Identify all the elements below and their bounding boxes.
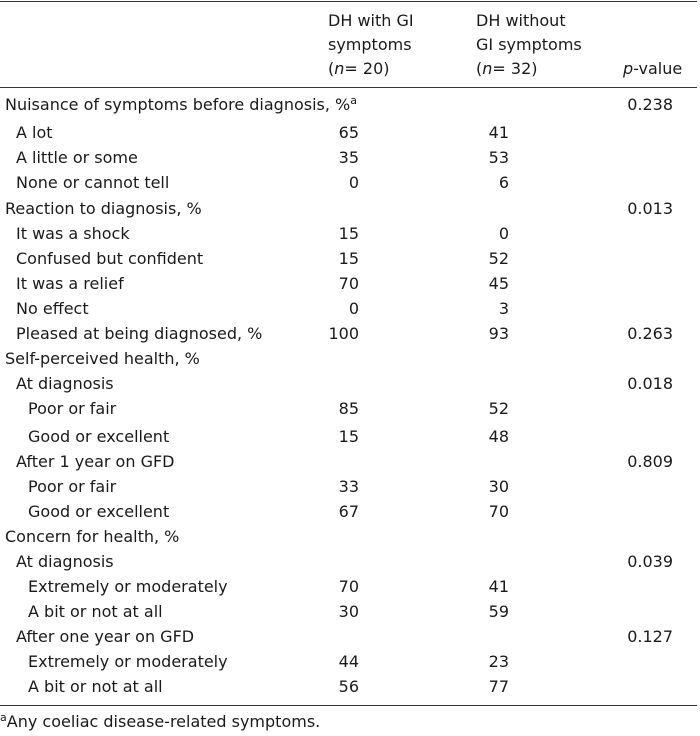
row-label [5, 196, 202, 221]
row-label-text: Concern for health, % [5, 527, 180, 546]
value-dh-with-gi: 0 [348, 299, 359, 318]
row-label [16, 271, 124, 296]
table-row [0, 92, 697, 117]
col-header-line: GI symptoms [476, 35, 582, 54]
table-row [0, 499, 697, 524]
value-dh-with-gi: 35 [338, 148, 359, 167]
col-header-line: DH without [476, 11, 566, 30]
row-label-text: Reaction to diagnosis, % [5, 199, 202, 218]
value-dh-without-gi: 0 [498, 224, 509, 243]
value-dh-without-gi: 93 [488, 324, 509, 343]
row-label [16, 120, 53, 145]
value-dh-without-gi: 6 [498, 173, 509, 192]
row-label-text: After 1 year on GFD [16, 452, 175, 471]
n-symbol: n [334, 59, 345, 78]
p-value-label: -value [633, 59, 683, 78]
row-label [5, 524, 179, 549]
value-dh-with-gi: 70 [338, 274, 359, 293]
row-label-text: Extremely or moderately [28, 652, 228, 671]
row-label [28, 574, 228, 599]
value-dh-with-gi: 44 [338, 652, 359, 671]
row-label-text: Poor or fair [28, 399, 117, 418]
row-label-text: At diagnosis [16, 374, 114, 393]
col-header-line: symptoms [328, 35, 412, 54]
row-label-text: Good or excellent [28, 427, 170, 446]
value-dh-without-gi: 52 [488, 249, 509, 268]
p-value-cell: 0.809 [627, 452, 673, 471]
value-dh-without-gi: 59 [488, 602, 509, 621]
row-label [28, 499, 169, 524]
value-dh-without-gi: 41 [488, 123, 509, 142]
table-row [0, 246, 697, 271]
row-label-text: Self-perceived health, % [5, 349, 200, 368]
table-row [0, 196, 697, 221]
row-label [28, 674, 163, 699]
row-label-text: Pleased at being diagnosed, % [16, 324, 263, 343]
value-dh-with-gi: 100 [328, 324, 359, 343]
p-value-cell: 0.127 [627, 627, 673, 646]
row-label-text: Extremely or moderately [28, 577, 228, 596]
table-row [0, 449, 697, 474]
row-label [16, 321, 262, 346]
value-dh-without-gi: 41 [488, 577, 509, 596]
row-label-text: A bit or not at all [28, 677, 163, 696]
table-row [0, 599, 697, 624]
header-rule [0, 87, 697, 88]
table-row [0, 674, 697, 699]
p-value-cell: 0.263 [627, 324, 673, 343]
table-row [0, 624, 697, 649]
n-value: = 20) [344, 59, 390, 78]
row-label [28, 599, 163, 624]
value-dh-with-gi: 15 [338, 224, 359, 243]
value-dh-with-gi: 65 [338, 123, 359, 142]
top-rule [0, 1, 697, 2]
table-row [0, 346, 697, 371]
value-dh-without-gi: 52 [488, 399, 509, 418]
row-label [16, 371, 114, 396]
col-header-dh-with-gi [328, 9, 414, 81]
value-dh-with-gi: 30 [338, 602, 359, 621]
value-dh-without-gi: 48 [488, 427, 509, 446]
row-label [16, 296, 89, 321]
row-label [16, 246, 203, 271]
row-label [16, 624, 194, 649]
table-row [0, 145, 697, 170]
footnote-marker: a [0, 711, 7, 724]
row-label-text: A little or some [16, 148, 138, 167]
p-value-cell: 0.238 [627, 95, 673, 114]
value-dh-with-gi: 70 [338, 577, 359, 596]
table-row [0, 321, 697, 346]
col-header-line: DH with GI [328, 11, 414, 30]
p-value-cell: 0.018 [627, 374, 673, 393]
table-row [0, 221, 697, 246]
row-label [28, 474, 116, 499]
footnote-text: Any coeliac disease-related symptoms. [6, 712, 321, 731]
table-row [0, 574, 697, 599]
row-label-text: It was a relief [16, 274, 124, 293]
table-row [0, 524, 697, 549]
bottom-rule [0, 705, 697, 706]
row-label [16, 170, 169, 195]
value-dh-with-gi: 15 [338, 249, 359, 268]
row-label [16, 145, 138, 170]
value-dh-without-gi: 23 [488, 652, 509, 671]
table-row [0, 424, 697, 449]
table-row [0, 549, 697, 574]
value-dh-with-gi: 33 [338, 477, 359, 496]
footnote-marker: a [350, 94, 357, 107]
row-label [16, 221, 130, 246]
row-label [28, 649, 228, 674]
table-row [0, 170, 697, 195]
col-header-p-value [623, 57, 682, 81]
col-header-dh-without-gi [476, 9, 582, 81]
table-row [0, 649, 697, 674]
row-label [28, 396, 116, 421]
value-dh-without-gi: 30 [488, 477, 509, 496]
row-label [16, 549, 114, 574]
row-label-text: Nuisance of symptoms before diagnosis, % [5, 95, 351, 114]
value-dh-with-gi: 85 [338, 399, 359, 418]
col-header-n: (n= 32) [476, 59, 538, 78]
table-row [0, 396, 697, 421]
row-label [28, 424, 169, 449]
value-dh-with-gi: 56 [338, 677, 359, 696]
n-symbol: n [482, 59, 493, 78]
n-value: = 32) [492, 59, 538, 78]
value-dh-without-gi: 77 [488, 677, 509, 696]
value-dh-with-gi: 0 [348, 173, 359, 192]
value-dh-without-gi: 3 [498, 299, 509, 318]
table-row [0, 120, 697, 145]
p-value-cell: 0.013 [627, 199, 673, 218]
row-label-text: Poor or fair [28, 477, 117, 496]
col-header-n: (n= 20) [328, 59, 390, 78]
table-row [0, 296, 697, 321]
p-symbol: p [623, 59, 634, 78]
row-label-text: It was a shock [16, 224, 130, 243]
row-label [5, 92, 357, 117]
row-label-text: Confused but confident [16, 249, 204, 268]
row-label [5, 346, 200, 371]
table-row [0, 371, 697, 396]
value-dh-without-gi: 70 [488, 502, 509, 521]
row-label-text: A bit or not at all [28, 602, 163, 621]
p-value-cell: 0.039 [627, 552, 673, 571]
row-label [16, 449, 175, 474]
value-dh-without-gi: 45 [488, 274, 509, 293]
value-dh-with-gi: 67 [338, 502, 359, 521]
footnote [0, 710, 320, 734]
value-dh-with-gi: 15 [338, 427, 359, 446]
table-row [0, 271, 697, 296]
row-label-text: Good or excellent [28, 502, 170, 521]
row-label-text: At diagnosis [16, 552, 114, 571]
value-dh-without-gi: 53 [488, 148, 509, 167]
table-row [0, 474, 697, 499]
row-label-text: No effect [16, 299, 89, 318]
row-label-text: After one year on GFD [16, 627, 195, 646]
row-label-text: A lot [16, 123, 53, 142]
row-label-text: None or cannot tell [16, 173, 170, 192]
